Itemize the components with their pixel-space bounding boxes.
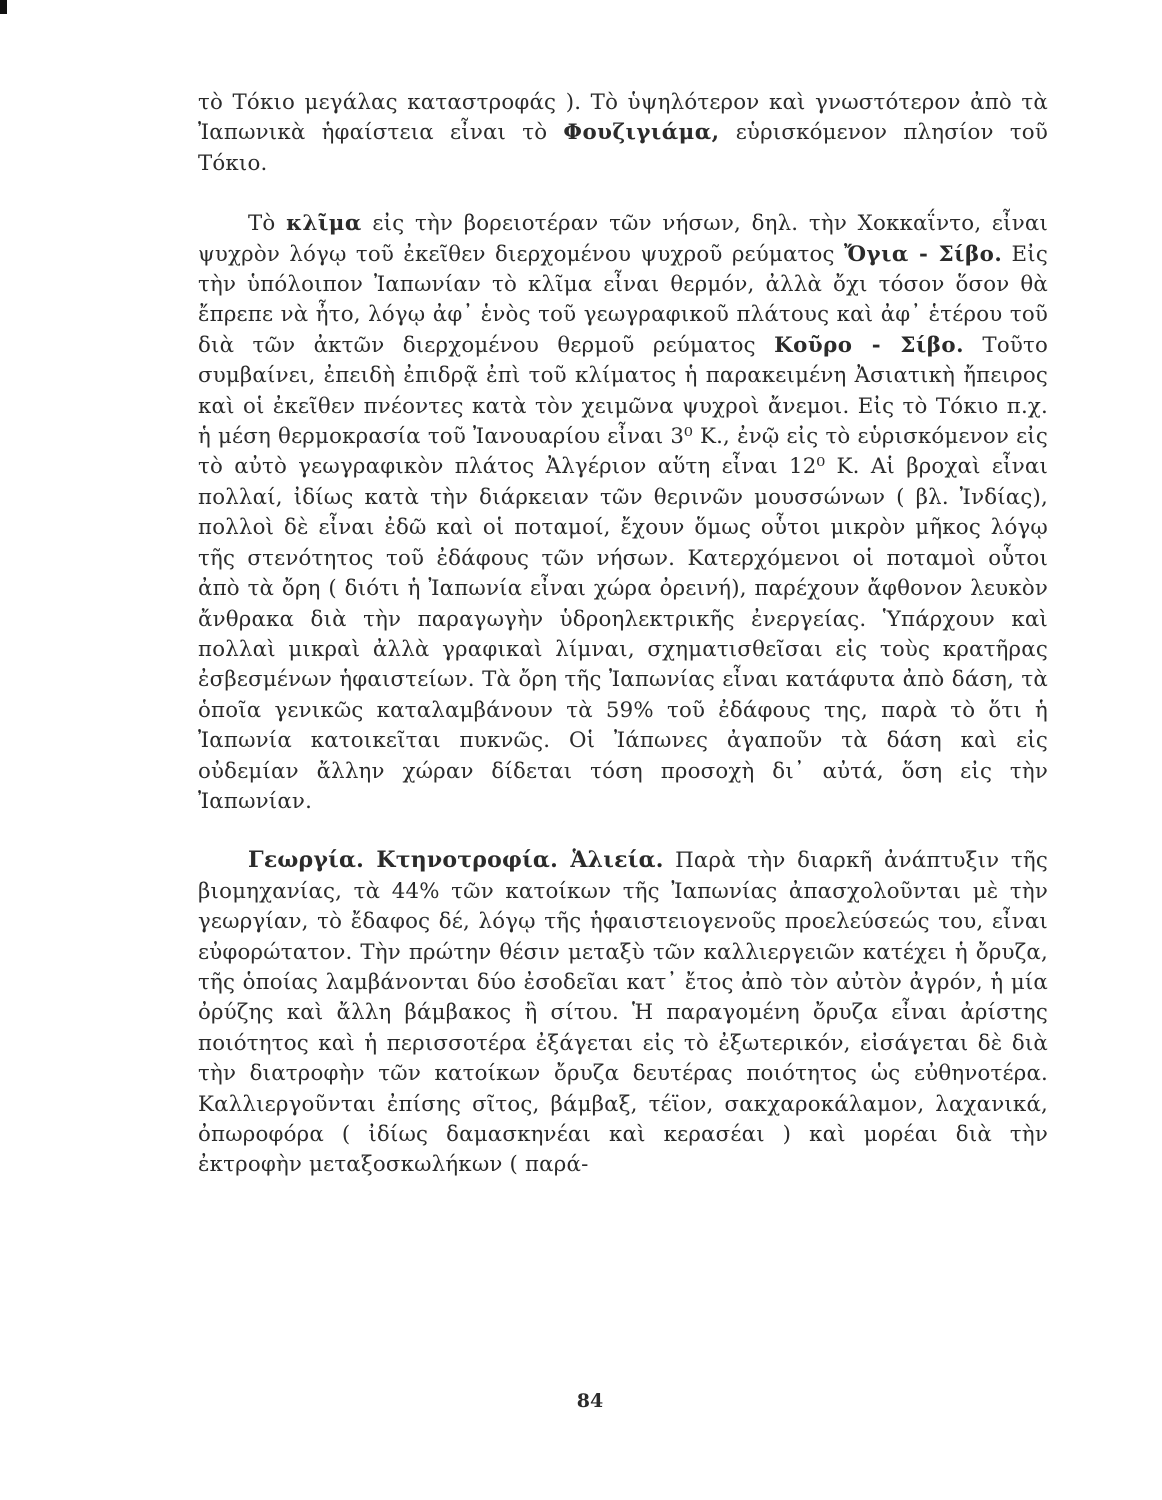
bold-term-kuro-sivo: Κοῦρο - Σίβο. xyxy=(774,332,965,358)
document-page xyxy=(198,88,1048,1181)
page-number: 84 xyxy=(576,1390,604,1412)
paragraph-2 xyxy=(198,209,1048,817)
paragraph-1 xyxy=(198,88,1048,179)
paragraph-3 xyxy=(198,845,1048,1180)
paragraph-2-text-4: Τοῦτο συμβαίνει, ἐπειδὴ ἐπιδρᾷ ἐπὶ τοῦ κλίματος ἡ παρακειμένη Ἀσιατικὴ ἤπειρος καὶ οἱ ἐκεῖθεν πνέοντες κατὰ τὸν χειμῶνα ψυχροὶ ἄνεμοι. Εἰς τὸ Τόκιο π.χ. ἡ μέση θερμοκρασία τοῦ Ἰανουαρίου εἶναι 3⁰ Κ., ἐνῷ εἰς τὸ εὑρισκόμενον εἰς τὸ αὐτὸ γεωγραφικὸν πλάτος Ἀλγέριον αὕτη εἶναι 12⁰ Κ. Αἱ βροχαὶ εἶναι πολλαί, ἰδίως κατὰ τὴν διάρκειαν τῶν θερινῶν μουσσώνων ( βλ. Ἰνδίας), πολλοὶ δὲ εἶναι ἐδῶ καὶ οἱ ποταμοί, ἔχουν ὅμως οὗτοι μικρὸν μῆκος λόγῳ τῆς στενότητος τοῦ ἐδάφους τῶν νήσων. Κατερχόμενοι οἱ ποταμοὶ οὗτοι ἀπὸ τὰ ὄρη ( διότι ἡ Ἰαπωνία εἶναι χώρα ὀρεινή), παρέχουν ἄφθονον λευκὸν ἄνθρακα διὰ τὴν παραγωγὴν ὑδροηλεκτρικῆς ἐνεργείας. Ὑπάρχουν καὶ πολλαὶ μικραὶ ἀλλὰ γραφικαὶ λίμναι, σχηματισθεῖσαι εἰς τοὺς κρατῆρας ἐσβεσμένων ἡφαιστείων. Τὰ ὄρη τῆς Ἰαπωνίας εἶναι κατάφυτα ἀπὸ δάση, τὰ ὁποῖα γενικῶς καταλαμβάνουν τὰ 59% τοῦ ἐδάφους της, παρὰ τὸ ὅτι ἡ Ἰαπωνία κατοικεῖται πυκνῶς. Οἱ Ἰάπωνες ἀγαποῦν τὰ δάση καὶ εἰς οὐδεμίαν ἄλλην χώραν δίδεται τόση προσοχὴ δι᾽ αὐτά, ὅση εἰς τὴν Ἰαπωνίαν. xyxy=(198,332,1049,814)
paragraph-1-text: τὸ Τόκιο μεγάλας καταστροφάς ). Τὸ ὑψηλότερον καὶ γνωστότερον ἀπὸ τὰ Ἰαπωνικὰ ἡφαίστεια εἶναι τὸ xyxy=(198,90,1048,146)
paragraph-1-text-2: εὑρισκόμενον πλησίον τοῦ Τόκιο. xyxy=(198,120,1048,176)
paragraph-2-text-2: εἰς τὴν βορειοτέραν τῶν νήσων, δηλ. τὴν Χοκκαΐντο, εἶναι ψυχρὸν λόγῳ τοῦ ἐκεῖθεν διερχομένου ψυχροῦ ρεύματος xyxy=(198,211,1048,267)
paragraph-3-text: Παρὰ τὴν διαρκῆ ἀνάπτυξιν τῆς βιομηχανίας, τὰ 44% τῶν κατοίκων τῆς Ἰαπωνίας ἀπασχολοῦνται μὲ τὴν γεωργίαν, τὸ ἔδαφος δέ, λόγῳ τῆς ἡφαιστειογενοῦς προελεύσεώς του, εἶναι εὐφορώτατον. Τὴν πρώτην θέσιν μεταξὺ τῶν καλλιεργειῶν κατέχει ἡ ὄρυζα, τῆς ὁποίας λαμβάνονται δύο ἐσοδεῖαι κατ᾽ ἔτος ἀπὸ τὸν αὐτὸν ἀγρόν, ἡ μία ὀρύζης καὶ ἄλλη βάμβακος ἢ σίτου. Ἡ παραγομένη ὄρυζα εἶναι ἀρίστης ποιότητος καὶ ἡ περισσοτέρα ἐξάγεται εἰς τὸ ἐξωτερικόν, εἰσάγεται δὲ διὰ τὴν διατροφὴν τῶν κατοίκων ὄρυζα δευτέρας ποιότητος ὡς εὐθηνοτέρα. Καλλιεργοῦνται ἐπίσης σῖτος, βάμβαξ, τέϊον, σακχαροκάλαμον, λαχανικά, ὀπωροφόρα ( ἰδίως δαμασκηνέαι καὶ κερασέαι ) καὶ μορέαι διὰ τὴν ἐκτροφὴν μεταξοσκωλήκων ( παρά- xyxy=(198,848,1048,1178)
bold-term-oya-sivo: Ὄγια - Σίβο. xyxy=(844,241,1003,267)
paragraph-2-text-1: Τὸ xyxy=(248,211,287,237)
bold-term-fujiyama: Φουζιγιάμα, xyxy=(563,120,720,146)
bold-term-klima: κλῖμα xyxy=(286,211,362,237)
scan-corner-mark xyxy=(0,0,7,14)
section-heading: Γεωργία. Κτηνοτροφία. Ἁλιεία. xyxy=(248,847,664,874)
paragraph-2-text-3: Εἰς τὴν ὑπόλοιπον Ἰαπωνίαν τὸ κλῖμα εἶναι θερμόν, ἀλλὰ ὄχι τόσον ὅσον θὰ ἔπρεπε νὰ ἦτο, λόγῳ ἀφ᾽ ἑνὸς τοῦ γεωγραφικοῦ πλάτους καὶ ἀφ᾽ ἑτέρου τοῦ διὰ τῶν ἀκτῶν διερχομένου θερμοῦ ρεύματος xyxy=(198,241,1048,358)
